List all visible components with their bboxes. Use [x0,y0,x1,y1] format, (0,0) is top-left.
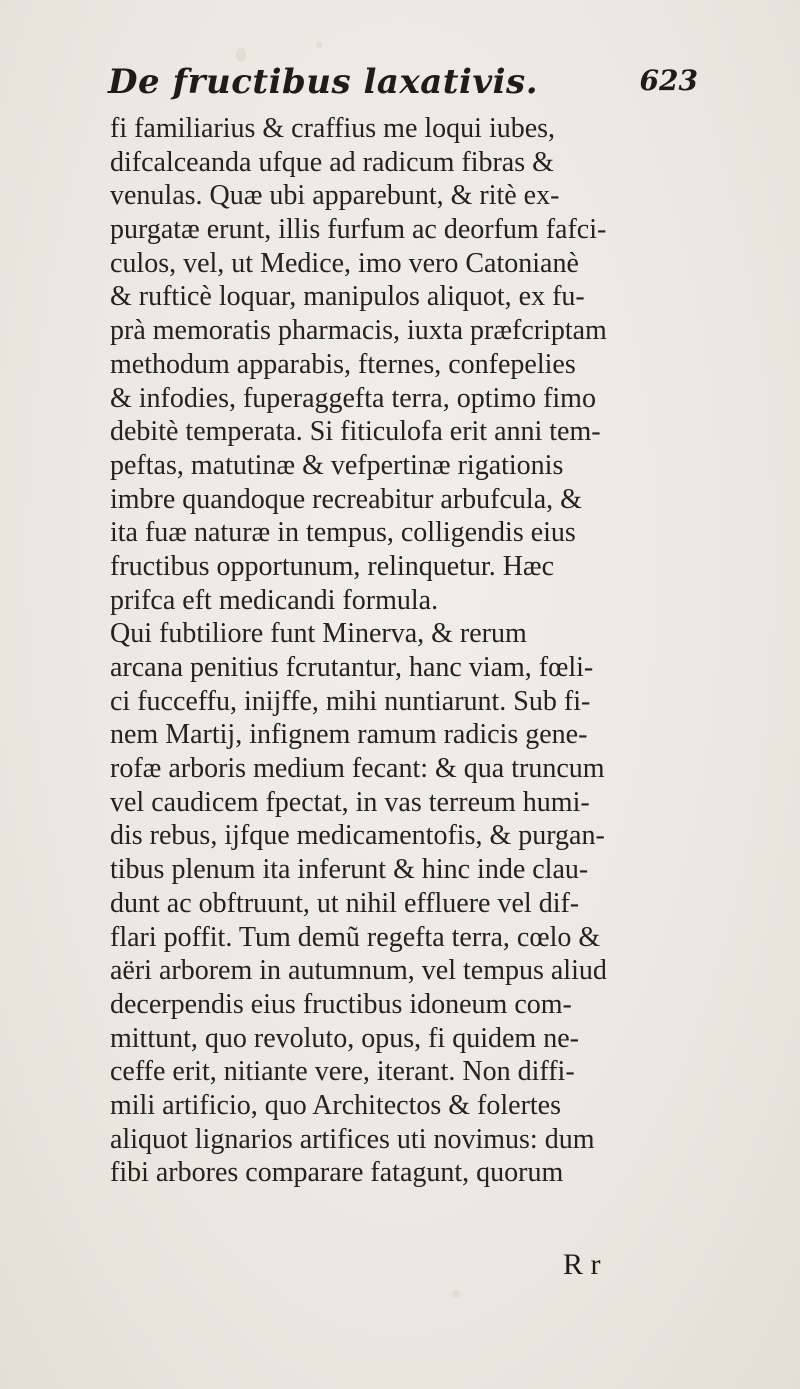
text-line: tibus plenum ita inferunt & hinc inde clau- [110,854,589,886]
text-line: fibi arbores comparare fatagunt, quorum [110,1157,564,1189]
text-line: & infodies, fuperaggefta terra, optimo fimo [110,382,596,414]
text-line: ci fucceffu, inijffe, mihi nuntiarunt. Sub fi- [110,685,591,717]
running-head: De fructibus laxativis. [108,62,539,102]
text-line: purgatæ erunt, illis furfum ac deorfum fafci- [110,214,607,246]
text-line: nem Martij, infignem ramum radicis gene- [110,719,588,751]
text-line: fructibus opportunum, relinquetur. Hæc [110,550,555,582]
paper-stain [236,48,246,62]
paper-stain [316,42,322,48]
text-line: mittunt, quo revoluto, opus, fi quidem ne- [110,1022,579,1054]
text-line: prà memoratis pharmacis, iuxta præfcriptam [110,315,607,347]
text-line: dunt ac obftruunt, ut nihil effluere vel dif- [110,887,580,919]
text-line: fi familiarius & craffius me loqui iubes, [110,113,556,144]
body-text [110,112,698,1190]
text-line: flari poffit. Tum demũ regefta terra, cœlo & [110,921,601,953]
text-line: peftas, matutinæ & vefpertinæ rigationis [110,449,564,481]
text-line: prifca eft medicandi formula. [110,584,439,616]
text-line: methodum apparabis, fternes, confepelies [110,348,576,380]
text-line: difcalceanda ufque ad radicum fibras & [110,146,554,178]
text-line: vel caudicem fpectat, in vas terreum humi- [110,786,590,818]
text-line: imbre quandoque recreabitur arbufcula, & [110,483,582,515]
text-line: aliquot lignarios artifices uti novimus: dum [110,1123,595,1155]
text-line: decerpendis eius fructibus idoneum com- [110,988,572,1020]
page-header [108,62,698,106]
paper-stain [452,1290,460,1298]
text-line: ceffe erit, nitiante vere, iterant. Non diffi- [110,1056,575,1088]
text-line: debitè temperata. Si fiticulofa erit anni tem- [110,416,601,448]
text-line: Qui fubtiliore funt Minerva, & rerum [110,618,527,650]
text-line: & rufticè loquar, manipulos aliquot, ex fu- [110,281,585,313]
text-line: dis rebus, ijfque medicamentofis, & purgan- [110,820,605,852]
text-line: venulas. Quæ ubi apparebunt, & ritè ex- [110,180,560,212]
text-line: culos, vel, ut Medice, imo vero Catonianè [110,247,579,279]
text-line: aëri arborem in autumnum, vel tempus aliud [110,955,607,987]
text-line: arcana penitius fcrutantur, hanc viam, fœli- [110,652,594,683]
page-number: 623 [639,64,698,97]
text-line: ita fuæ naturæ in tempus, colligendis eius [110,517,576,549]
text-line: rofæ arboris medium fecant: & qua truncum [110,753,605,785]
text-line: mili artificio, quo Architectos & folertes [110,1089,561,1121]
catchword: R r [563,1248,601,1281]
